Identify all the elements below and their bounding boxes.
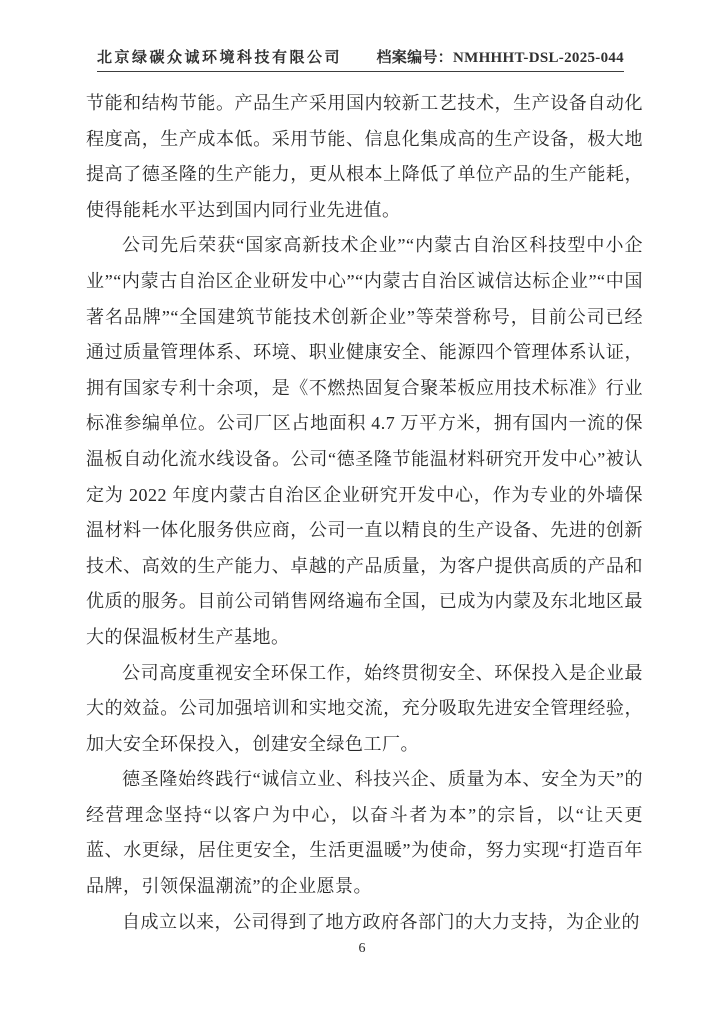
header-company-name: 北京绿碳众诚环境科技有限公司 [97, 50, 343, 66]
doc-number-value: NMHHHT-DSL-2025-044 [453, 50, 624, 66]
doc-number-label: 档案编号： [376, 50, 453, 66]
body-paragraph-5: 自成立以来，公司得到了地方政府各部门的大力支持，为企业的 [122, 911, 640, 932]
page-footer [0, 941, 724, 957]
page-number: 6 [358, 941, 366, 956]
body-paragraph-2: 公司先后荣获“国家高新技术企业”“内蒙古自治区科技型中小企业”“内蒙古自治区企业研发中心”“内蒙古自治区诚信达标企业”“中国著名品牌”“全国建筑节能技术创新企业”等荣誉称号，目前公司已经通过质量管理体系、环境、职业健康安全、能源四个管理体系认证，拥有国家专利十余项，是《不燃热固复合聚苯板应用技术标准》行业标准参编单位。公司厂区占地面积 4.7 万平方米，拥有国内一流的保温板自动化流水线设备。公司“德圣隆节能温材料研究开发中心”被认定为 2022 年度内蒙古自治区企业研究开发中心，作为专业的外墙保温材料一体化服务供应商，公司一直以精良的生产设备、先进的创新技术、高效的生产能力、卓越的产品质量，为客户提供高质的产品和优质的服务。目前公司销售网络遍布全国，已成为内蒙及东北地区最大的保温板材生产基地。 [86, 235, 643, 647]
header-doc-number [376, 46, 624, 67]
body-paragraph-1: 节能和结构节能。产品生产采用国内较新工艺技术，生产设备自动化程度高，生产成本低。采用节能、信息化集成高的生产设备，极大地提高了德圣隆的生产能力，更从根本上降低了单位产品的生产能耗，使得能耗水平达到国内同行业先进值。 [86, 93, 643, 220]
body-paragraph-3: 公司高度重视安全环保工作，始终贯彻安全、环保投入是企业最大的效益。公司加强培训和实地交流，充分吸取先进安全管理经验，加大安全环保投入，创建安全绿色工厂。 [86, 662, 643, 754]
header-row [97, 46, 624, 67]
header-divider [97, 71, 624, 72]
document-body-text [86, 86, 643, 940]
body-paragraph-4: 德圣隆始终践行“诚信立业、科技兴企、质量为本、安全为天”的经营理念坚持“以客户为中心，以奋斗者为本”的宗旨，以“让天更蓝、水更绿，居住更安全，生活更温暖”为使命，努力实现“打造百年品牌，引领保温潮流”的企业愿景。 [86, 769, 643, 897]
